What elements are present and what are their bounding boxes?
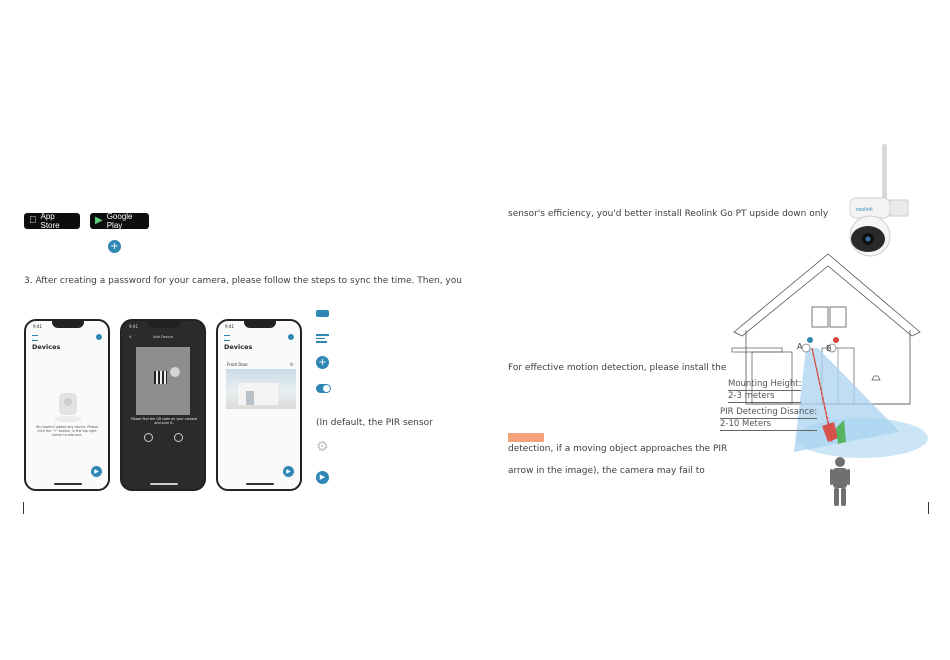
- scan-option-icon[interactable]: [144, 433, 153, 442]
- play-store-icon: ▶: [95, 215, 103, 226]
- pir-distance-value: 2-10 Meters: [720, 419, 817, 431]
- pir-note: (In default, the PIR sensor: [316, 418, 433, 428]
- mounting-height-label: [728, 379, 801, 403]
- empty-message: You haven't added any device. Please click the "+" button, in the top right corner to add one.: [35, 425, 99, 437]
- mounting-height-title: Mounting Height:: [728, 379, 802, 389]
- devices-title: Devices: [224, 343, 253, 351]
- qr-code: [154, 371, 167, 384]
- settings-gear-icon: ⚙: [316, 439, 329, 455]
- play-icon: ▶: [316, 471, 329, 484]
- point-b-label: B: [826, 344, 832, 353]
- toggle-switch-icon: [316, 384, 331, 393]
- pir-distance-label: [720, 407, 817, 431]
- apple-icon: [29, 216, 37, 226]
- warning-highlight: [508, 433, 544, 442]
- pir-distance-title: PIR Detecting Disance:: [720, 407, 818, 417]
- device-name[interactable]: Front Door: [227, 362, 249, 367]
- phone-screen-scan-qr: 9:41 ‹ Add Device Please find the QR code on your camera and scan it.: [120, 319, 206, 491]
- back-icon: ‹: [129, 333, 132, 341]
- svg-text:reolink: reolink: [856, 207, 873, 213]
- scan-message: Please find the QR code on your camera and scan it.: [130, 417, 198, 425]
- efficiency-line: sensor's efficiency, you'd better install Reolink Go PT upside down only: [508, 209, 829, 219]
- page-margin-mark-right: [928, 502, 929, 514]
- menu-lines-icon: [316, 334, 329, 343]
- light-option-icon[interactable]: [174, 433, 183, 442]
- app-store-badge[interactable]: [24, 213, 80, 229]
- camera-placeholder-illustration: [50, 389, 86, 423]
- google-play-label: Google Play: [106, 212, 133, 230]
- arrow-line: arrow in the image), the camera may fail to: [508, 466, 705, 476]
- detection-line: detection, if a moving object approaches the PIR: [508, 444, 728, 454]
- device-thumbnail[interactable]: [226, 369, 296, 409]
- add-device-icon: [96, 334, 102, 340]
- phone-screen-devices-empty: 9:41 Devices You haven't added any device. Please click the "+" button, in the top right corner to add one. ▶: [24, 319, 110, 491]
- page-margin-mark-left: [23, 502, 24, 514]
- battery-icon: [316, 310, 329, 317]
- menu-icon: [224, 335, 230, 341]
- mounting-height-value: 2-3 meters: [728, 391, 801, 403]
- add-circle-icon: +: [316, 356, 329, 369]
- play-fab[interactable]: ▶: [91, 466, 102, 477]
- effective-line: For effective motion detection, please install the: [508, 363, 727, 373]
- point-a-label: A: [797, 342, 803, 351]
- menu-icon: [32, 335, 38, 341]
- camera-feed: [136, 347, 190, 415]
- camera-product-image: [838, 140, 918, 260]
- add-device-icon: [288, 334, 294, 340]
- add-plus-icon: +: [108, 240, 121, 253]
- add-device-header: Add Device: [153, 335, 173, 339]
- play-fab[interactable]: ▶: [283, 466, 294, 477]
- step-3-text: 3. After creating a password for your camera, please follow the steps to sync the time. Then, you: [24, 276, 462, 286]
- google-play-badge[interactable]: [90, 213, 149, 229]
- gear-icon[interactable]: ⚙: [289, 362, 294, 368]
- devices-title: Devices: [32, 343, 61, 351]
- phone-screen-devices-list: 9:41 Devices Front Door ⚙ ▶: [216, 319, 302, 491]
- app-store-label: App Store: [33, 216, 69, 226]
